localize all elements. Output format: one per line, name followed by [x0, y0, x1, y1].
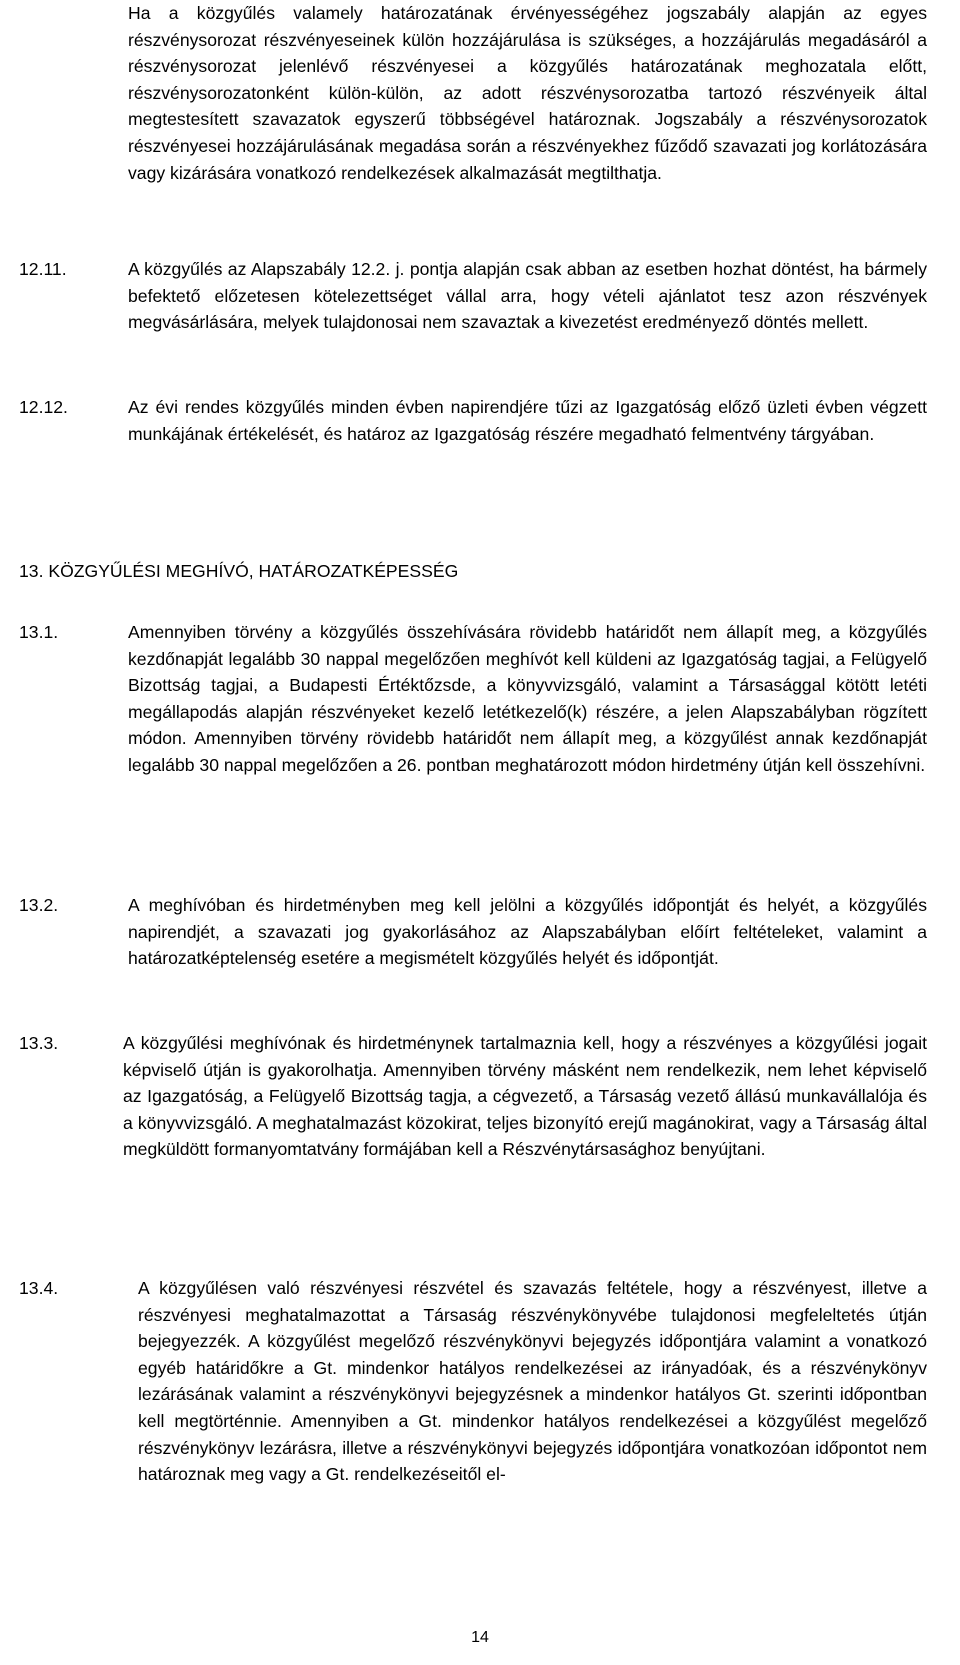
- section-heading: 13. KÖZGYŰLÉSI MEGHÍVÓ, HATÁROZATKÉPESSÉG: [19, 561, 459, 581]
- intro-paragraph: Ha a közgyűlés valamely határozatának érvényességéhez jogszabály alapján az egyes részvénysorozat részvényeseinek külön hozzájárulása is szükséges, a hozzájárulás megadásáról a részvénysorozat jelenlévő részvényesei a közgyűlés határozatának meghozatala előtt, részvénysorozatonként külön-külön, az adott részvénysorozatba tartozó részvényeik által megtestesített szavazatok egyszerű többségével határoznak. Jogszabály a részvénysorozatok részvényesei hozzájárulásának megadása során a részvényekhez fűződő szavazati jog korlátozására vagy kizárására vonatkozó rendelkezések alkalmazását megtilthatja.: [128, 3, 927, 183]
- clause-number: 13.1.: [19, 622, 59, 642]
- clause-text: Az évi rendes közgyűlés minden évben napirendjére tűzi az Igazgatóság előző üzleti évben végzett munkájának értékelését, és határoz az Igazgatóság részére megadható felmentvény tárgyában.: [128, 397, 927, 444]
- clause-number: 13.4.: [19, 1278, 59, 1298]
- page-number: 14: [471, 1629, 489, 1646]
- clause-text: Amennyiben törvény a közgyűlés összehívására rövidebb határidőt nem állapít meg, a közgyűlés kezdőnapját legalább 30 nappal megelőzően meghívót kell küldeni az Igazgatóság tagjai, a Felügyelő Bizottság tagjai, a Budapesti Értéktőzsde, a könyvvizsgáló, valamint a Társasággal kötött letéti megállapodás alapján részvényeket kezelő letétkezelő(k) részére, a jelen Alapszabályban rögzített módon. Amennyiben törvény rövidebb határidőt nem állapít meg, a közgyűlést annak kezdőnapját legalább 30 nappal megelőzően a 26. pontban meghatározott módon hirdetmény útján kell összehívni.: [128, 622, 927, 775]
- clause-number: 12.11.: [19, 259, 67, 279]
- clause-text: A közgyűlés az Alapszabály 12.2. j. pontja alapján csak abban az esetben hozhat döntést, ha bármely befektető előzetesen kötelezettséget vállal arra, hogy vételi ajánlatot tesz azon részvények megvásárlására, melyek tulajdonosai nem szavaztak a kivezetést eredményező döntés mellett.: [128, 259, 927, 333]
- clause-number: 13.3.: [19, 1033, 59, 1053]
- clause-text: A meghívóban és hirdetményben meg kell jelölni a közgyűlés időpontját és helyét, a közgyűlés napirendjét, a szavazati jog gyakorlásához az Alapszabályban előírt feltételeket, valamint a határozatképtelenség esetére a megismételt közgyűlés helyét és időpontját.: [128, 895, 927, 969]
- clause-number: 12.12.: [19, 397, 68, 417]
- clause-text: A közgyűlésen való részvényesi részvétel és szavazás feltétele, hogy a részvényest, illetve a részvényesi meghatalmazottat a Társaság részvénykönyvébe tulajdonosi megfeleltetés útján bejegyezzék. A közgyűlést megelőző részvénykönyvi bejegyzés időpontjára valamint a vonatkozó egyéb határidőkre a Gt. mindenkor hatályos rendelkezései az irányadóak, és a részvénykönyv lezárásának valamint a részvénykönyvi bejegyzésnek a mindenkor hatályos Gt. szerinti időpontban kell megtörténnie. Amennyiben a Gt. mindenkor hatályos rendelkezései a közgyűlést megelőző részvénykönyv lezárásra, illetve a részvénykönyvi bejegyzés időpontjára vonatkozóan időpontot nem határoznak meg vagy a Gt. rendelkezéseitől el-: [138, 1278, 927, 1485]
- clause-number: 13.2.: [19, 895, 59, 915]
- clause-text: A közgyűlési meghívónak és hirdetménynek tartalmaznia kell, hogy a részvényes a közgyűlési jogait képviselő útján is gyakorolhatja. Amennyiben törvény másként nem rendelkezik, nem lehet képviselő az Igazgatóság, a Felügyelő Bizottság tagja, a cégvezető, a Társaság vezető állású munkavállalója és a könyvvizsgáló. A meghatalmazást közokirat, teljes bizonyító erejű magánokirat, vagy a Társaság által megküldött formanyomtatvány formájában kell a Részvénytársasághoz benyújtani.: [123, 1033, 927, 1160]
